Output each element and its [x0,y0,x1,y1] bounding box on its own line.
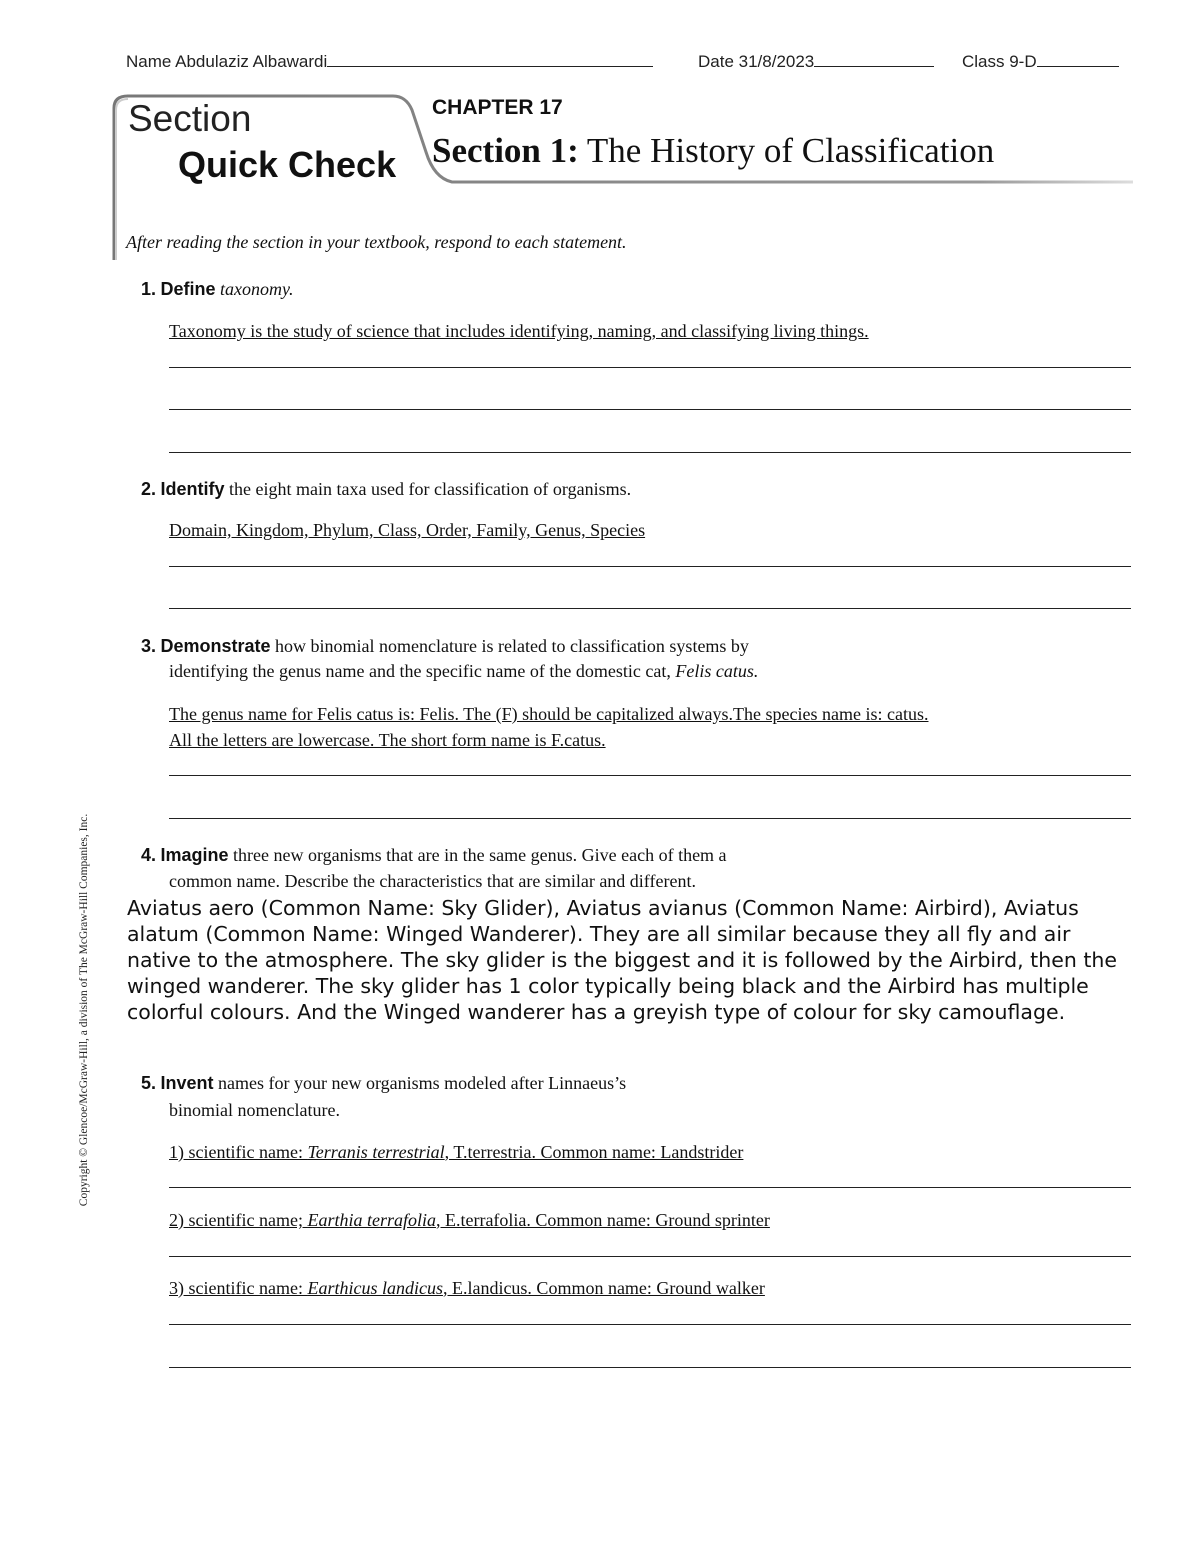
answer-rest: , E.landicus. Common name: Ground walker [442,1278,765,1298]
question-4-line2: common name. Describe the characteristics that are similar and different. [169,871,696,891]
name-label: Name Abdulaziz Albawardi [126,52,328,71]
answer-prefix: 2) scientific name; [169,1210,308,1230]
answer-line [169,452,1131,453]
answer-5-item-1 [169,1142,743,1163]
answer-line [169,1324,1131,1325]
date-label: Date 31/8/2023 [698,52,815,71]
quick-check-word: Quick Check [178,144,397,185]
answer-3-line2: All the letters are lowercase. The short form name is F.catus. [169,730,606,750]
question-2 [141,479,631,500]
answer-line [169,775,1131,776]
answer-scientific-name: Earthia terrafolia [307,1210,436,1230]
question-prompt: how binomial nomenclature is related to classification systems by [275,636,749,656]
question-4 [141,845,727,866]
question-prompt: names for your new organisms modeled after Linnaeus’s [218,1073,627,1093]
answer-4-essay: Aviatus aero (Common Name: Sky Glider), Aviatus avianus (Common Name: Airbird), Aviatus alatum (Common Name: Winged Wanderer). They are all similar because they all fly and air native to the atmosphere. The sky glider is the biggest and it is followed by the Airbird, then the winged wanderer. The sky glider has 1 color typically being black and the Airbird has multiple colorful colours. And the Winged wanderer has a greyish type of colour for sky camouflage. [127,896,1117,1024]
answer-line [169,608,1131,609]
question-verb: Define [160,279,216,299]
answer-3-line1: The genus name for Felis catus is: Felis. The (F) should be capitalized always.The species name is: catus. [169,704,929,724]
answer-1: Taxonomy is the study of science that includes identifying, naming, and classifying living things. [169,321,869,341]
answer-line [169,818,1131,819]
answer-5-item-3 [169,1278,765,1299]
question-number: 2. [141,479,157,499]
question-number: 4. [141,845,157,865]
question-3-line2 [169,661,758,682]
question-verb: Invent [160,1073,214,1093]
question-prompt: taxonomy. [220,279,294,299]
question-prompt-italic: Felis catus. [675,661,759,681]
instructions: After reading the section in your textbook, respond to each statement. [126,232,627,252]
question-number: 3. [141,636,157,656]
header-class [962,50,1119,72]
class-label: Class 9-D [962,52,1037,71]
name-blank-line [327,50,653,67]
answer-scientific-name: Terranis terrestrial [307,1142,445,1162]
question-number: 5. [141,1073,157,1093]
class-blank-line [1037,50,1119,67]
answer-2: Domain, Kingdom, Phylum, Class, Order, Family, Genus, Species [169,520,646,540]
answer-5-item-2 [169,1210,770,1231]
answer-line [169,1187,1131,1188]
question-prompt: three new organisms that are in the same genus. Give each of them a [233,845,727,865]
answer-line [169,409,1131,410]
question-3 [141,636,749,657]
question-5-line2: binomial nomenclature. [169,1100,340,1120]
answer-line [169,1256,1131,1257]
question-verb: Demonstrate [160,636,271,656]
header-name [126,50,653,72]
question-verb: Identify [160,479,225,499]
answer-line [169,367,1131,368]
question-prompt: the eight main taxa used for classification of organisms. [229,479,632,499]
answer-line [169,1367,1131,1368]
chapter-label: CHAPTER 17 [432,96,563,119]
date-blank-line [814,50,934,67]
answer-rest: , E.terrafolia. Common name: Ground sprinter [435,1210,770,1230]
answer-rest: , T.terrestria. Common name: Landstrider [444,1142,744,1162]
answer-scientific-name: Earthicus landicus [307,1278,443,1298]
section-name: The History of Classification [586,131,995,170]
answer-prefix: 3) scientific name: [169,1278,308,1298]
question-prompt-line2: identifying the genus name and the specific name of the domestic cat, [169,661,676,681]
question-verb: Imagine [160,845,229,865]
copyright-notice: Copyright © Glencoe/McGraw-Hill, a division of The McGraw-Hill Companies, Inc. [78,813,90,1207]
question-1 [141,279,294,300]
answer-prefix: 1) scientific name: [169,1142,308,1162]
section-title [432,131,994,171]
answer-line [169,566,1131,567]
question-5 [141,1073,626,1094]
header-date [698,50,934,72]
section-number: Section 1: [432,131,579,170]
question-number: 1. [141,279,157,299]
section-word: Section [128,98,252,139]
